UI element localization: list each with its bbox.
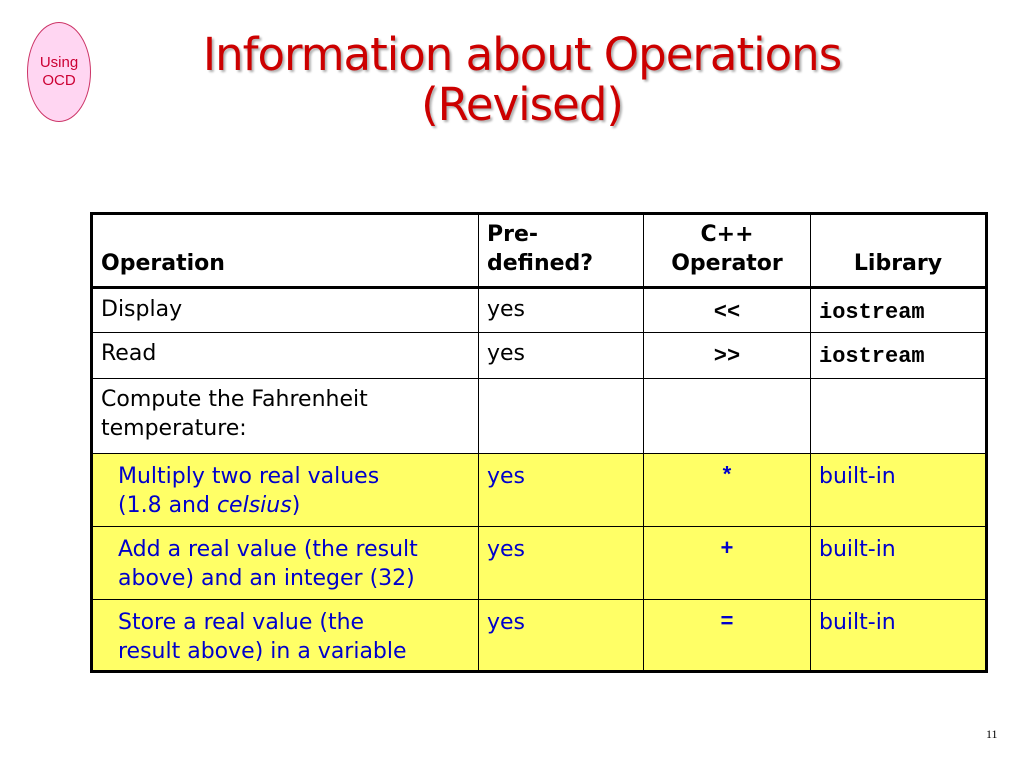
cell-library: iostream <box>811 288 987 333</box>
cell-predefined: yes <box>479 527 644 600</box>
page-title <box>100 30 944 130</box>
cell-operation: Add a real value (the result above) and an integer (32) <box>92 527 479 600</box>
header-library: Library <box>811 214 987 288</box>
header-cpp-operator: C++ Operator <box>644 214 811 288</box>
cell-operation: Store a real value (the result above) in a variable <box>92 600 479 672</box>
cell-cpp-operator: >> <box>644 333 811 379</box>
cell-library: iostream <box>811 333 987 379</box>
cell-library <box>811 379 987 454</box>
cell-cpp-operator: + <box>644 527 811 600</box>
title-line-1: Information about Operations <box>202 28 842 81</box>
cell-operation: Display <box>92 288 479 333</box>
table-header-row <box>92 214 987 288</box>
table-row <box>92 288 987 333</box>
cell-cpp-operator <box>644 379 811 454</box>
cell-cpp-operator: * <box>644 454 811 527</box>
cell-predefined <box>479 379 644 454</box>
header-operation: Operation <box>92 214 479 288</box>
header-predefined: Pre- defined? <box>479 214 644 288</box>
cell-predefined: yes <box>479 333 644 379</box>
cell-library: built-in <box>811 527 987 600</box>
badge-line-2: OCD <box>42 72 76 89</box>
cell-predefined: yes <box>479 600 644 672</box>
cell-library: built-in <box>811 454 987 527</box>
table-row <box>92 333 987 379</box>
table-row <box>92 379 987 454</box>
badge-line-1: Using <box>39 54 79 71</box>
page-number: 11 <box>986 727 998 741</box>
cell-operation: Multiply two real values (1.8 and celsius) <box>92 454 479 527</box>
cell-cpp-operator: << <box>644 288 811 333</box>
operations-table <box>90 212 988 673</box>
table-row <box>92 454 987 527</box>
using-ocd-badge <box>27 22 91 122</box>
table-row <box>92 600 987 672</box>
cell-operation: Read <box>92 333 479 379</box>
title-line-2: (Revised) <box>421 78 623 131</box>
cell-predefined: yes <box>479 454 644 527</box>
cell-predefined: yes <box>479 288 644 333</box>
cell-library: built-in <box>811 600 987 672</box>
table-row <box>92 527 987 600</box>
cell-cpp-operator: = <box>644 600 811 672</box>
cell-operation: Compute the Fahrenheit temperature: <box>92 379 479 454</box>
